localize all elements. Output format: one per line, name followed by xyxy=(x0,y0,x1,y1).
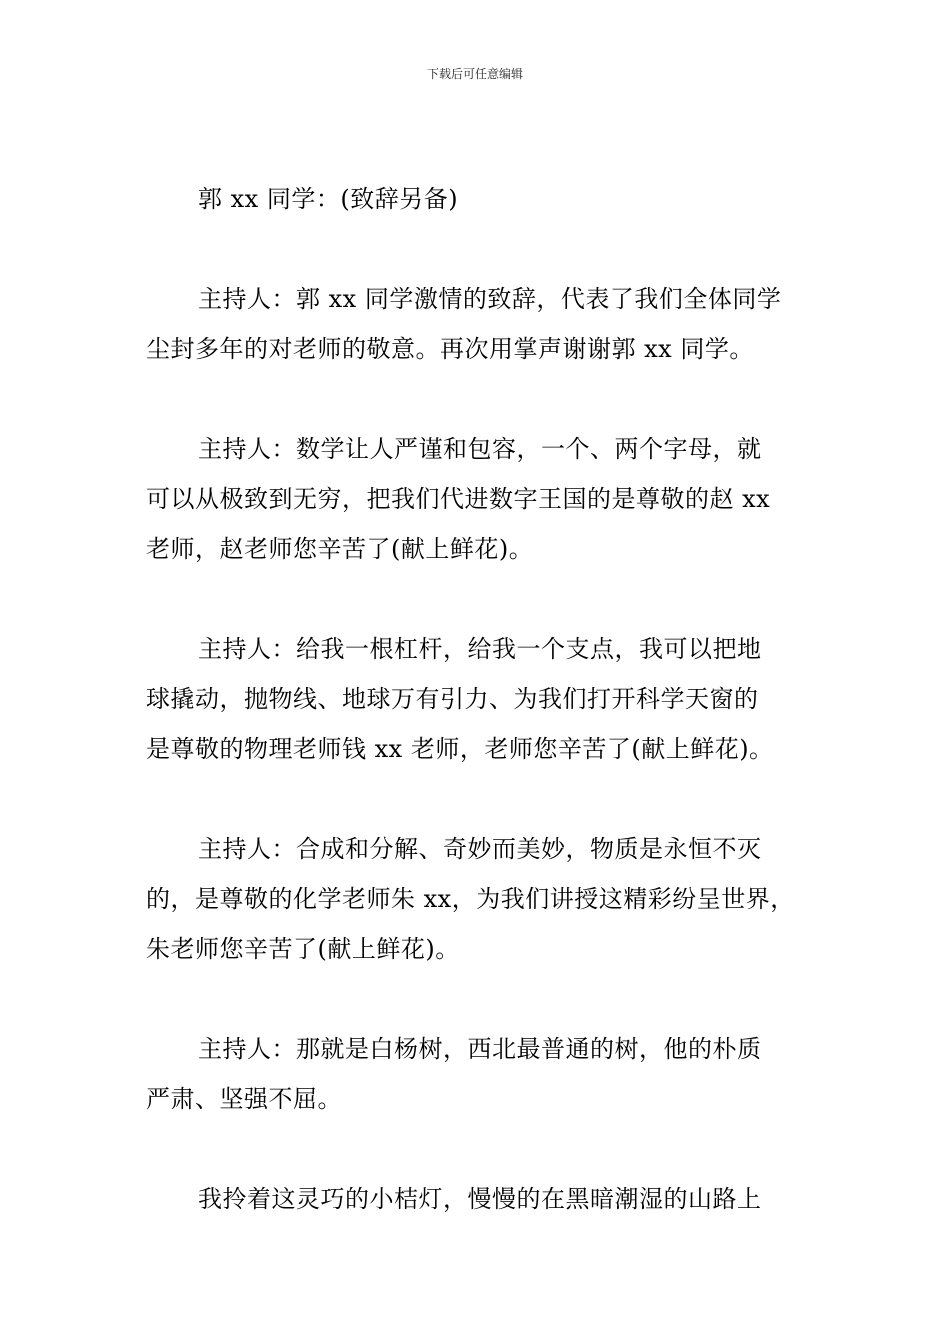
paragraph-line: 老师，赵老师您辛苦了(献上鲜花)。 xyxy=(146,535,534,563)
paragraph-line: 严肃、坚强不屈。 xyxy=(146,1085,342,1113)
paragraph-line: 主持人：给我一根杠杆，给我一个支点，我可以把地 xyxy=(198,635,762,663)
paragraph-line: 是尊敬的物理老师钱 xx 老师，老师您辛苦了(献上鲜花)。 xyxy=(146,735,774,763)
paragraph-line: 郭 xx 同学：(致辞另备) xyxy=(198,185,459,213)
paragraph-line: 主持人：郭 xx 同学激情的致辞，代表了我们全体同学 xyxy=(198,285,782,313)
paragraph-line: 主持人：数学让人严谨和包容，一个、两个字母，就 xyxy=(198,435,762,463)
header-note: 下载后可任意编辑 xyxy=(426,67,523,81)
paragraph-line: 的，是尊敬的化学老师朱 xx，为我们讲授这精彩纷呈世界， xyxy=(146,885,795,913)
paragraph-line: 尘封多年的对老师的敬意。再次用掌声谢谢郭 xx 同学。 xyxy=(146,335,754,363)
paragraph-line: 可以从极致到无穷，把我们代进数字王国的是尊敬的赵 xx xyxy=(146,485,771,513)
paragraph-line: 球撬动，抛物线、地球万有引力、为我们打开科学天窗的 xyxy=(146,685,759,713)
paragraph-line: 我拎着这灵巧的小桔灯，慢慢的在黑暗潮湿的山路上 xyxy=(198,1185,762,1213)
paragraph-line: 主持人：合成和分解、奇妙而美妙，物质是永恒不灭 xyxy=(198,835,762,863)
paragraph-line: 主持人：那就是白杨树，西北最普通的树，他的朴质 xyxy=(198,1035,762,1063)
paragraph-line: 朱老师您辛苦了(献上鲜花)。 xyxy=(146,935,460,963)
